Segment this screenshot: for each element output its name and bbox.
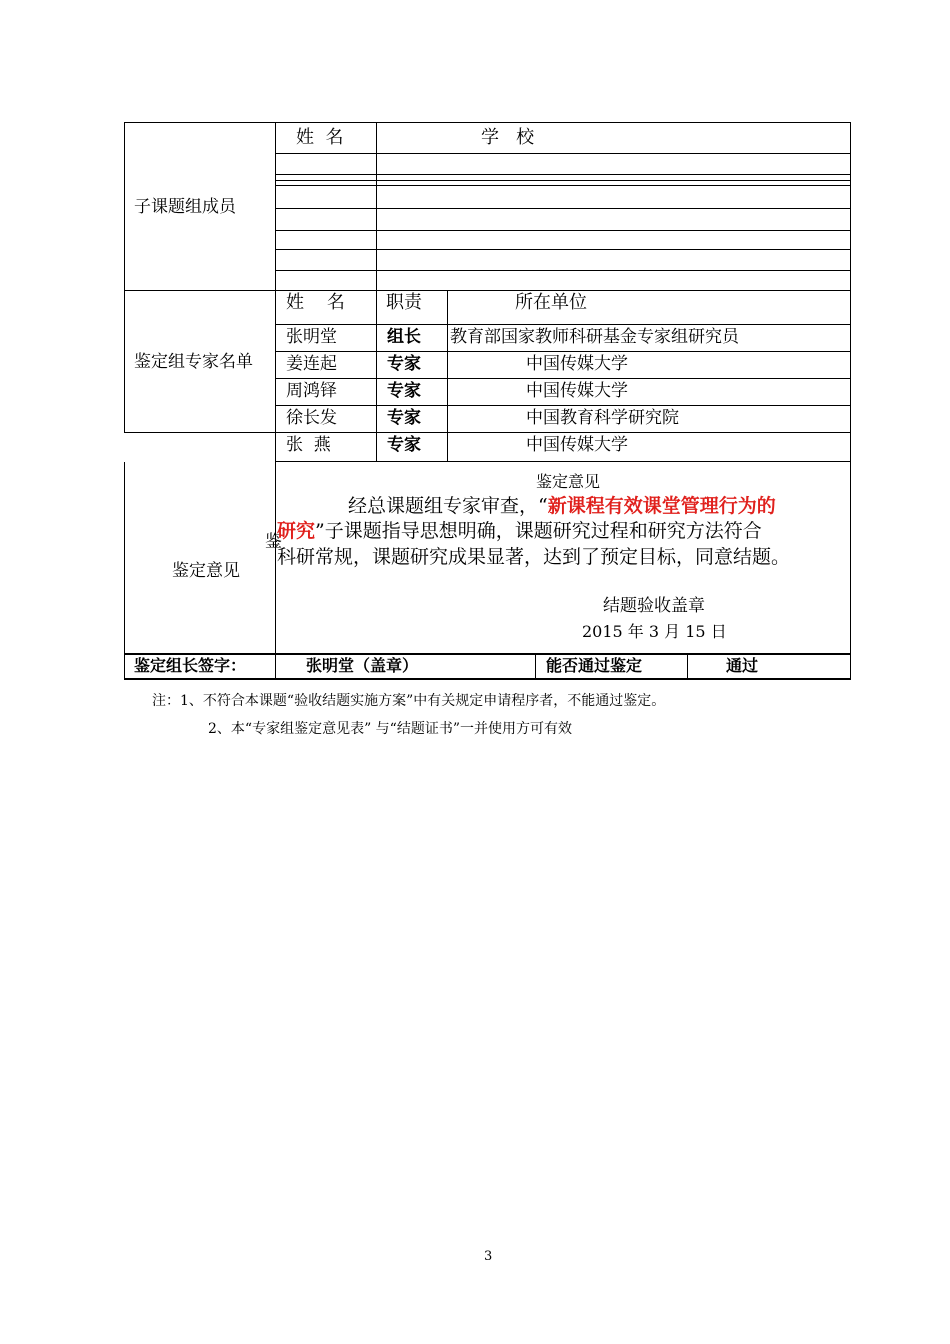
expert-name: 姜连起 <box>286 354 337 374</box>
expert-unit: 中国传媒大学 <box>526 435 628 455</box>
expert-role: 专家 <box>387 408 421 428</box>
pass-label: 能否通过鉴定 <box>546 656 643 675</box>
expert-role: 专家 <box>387 354 421 374</box>
expert-role: 专家 <box>387 435 421 455</box>
note-2: 2、本“专家组鉴定意见表” 与“结题证书”一并使用方可有效 <box>208 721 572 737</box>
opinion-section-label: 鉴定意见 <box>172 561 240 581</box>
expert-role: 组长 <box>387 327 421 347</box>
opinion-line-2 <box>277 522 762 541</box>
experts-col-unit: 所在单位 <box>515 292 587 313</box>
opinion-heading: 鉴定意见 <box>536 472 601 491</box>
expert-name: 周鸿铎 <box>286 381 337 401</box>
expert-unit: 教育部国家教师科研基金专家组研究员 <box>450 327 739 347</box>
opinion-line1-prefix: 经总课题组专家审查，“ <box>348 495 548 517</box>
experts-col-name: 姓 名 <box>286 292 345 313</box>
opinion-seal: 结题验收盖章 <box>603 596 705 616</box>
members-col-school: 学 校 <box>481 127 535 148</box>
page-number: 3 <box>484 1249 493 1264</box>
opinion-line-1 <box>348 497 776 516</box>
expert-unit: 中国传媒大学 <box>526 381 628 401</box>
members-col-name: 姓 名 <box>296 127 344 148</box>
expert-name: 徐长发 <box>286 408 337 428</box>
expert-unit: 中国传媒大学 <box>526 354 628 374</box>
signature-label: 鉴定组长签字： <box>134 656 247 675</box>
opinion-line-3: 科研常规，课题研究成果显著，达到了预定目标，同意结题。 <box>277 546 791 568</box>
signature-value: 张明堂（盖章） <box>306 656 419 675</box>
opinion-stray-char: 鉴 <box>265 532 282 552</box>
opinion-line2-suffix: ”子课题指导思想明确，课题研究过程和研究方法符合 <box>315 520 762 542</box>
expert-name: 张 燕 <box>286 435 331 455</box>
experts-col-role: 职责 <box>386 292 422 313</box>
expert-name: 张明堂 <box>286 327 337 347</box>
note-1: 注：1、不符合本课题“验收结题实施方案”中有关规定申请程序者，不能通过鉴定。 <box>152 693 666 709</box>
pass-value: 通过 <box>726 656 759 675</box>
experts-section-label: 鉴定组专家名单 <box>134 352 253 372</box>
opinion-project-title-b: 研究 <box>277 520 316 542</box>
opinion-date: 2015 年 3 月 15 日 <box>582 622 727 641</box>
opinion-project-title-a: 新课程有效课堂管理行为的 <box>547 495 776 517</box>
expert-unit: 中国教育科学研究院 <box>526 408 679 428</box>
members-section-label: 子课题组成员 <box>134 197 236 217</box>
expert-role: 专家 <box>387 381 421 401</box>
